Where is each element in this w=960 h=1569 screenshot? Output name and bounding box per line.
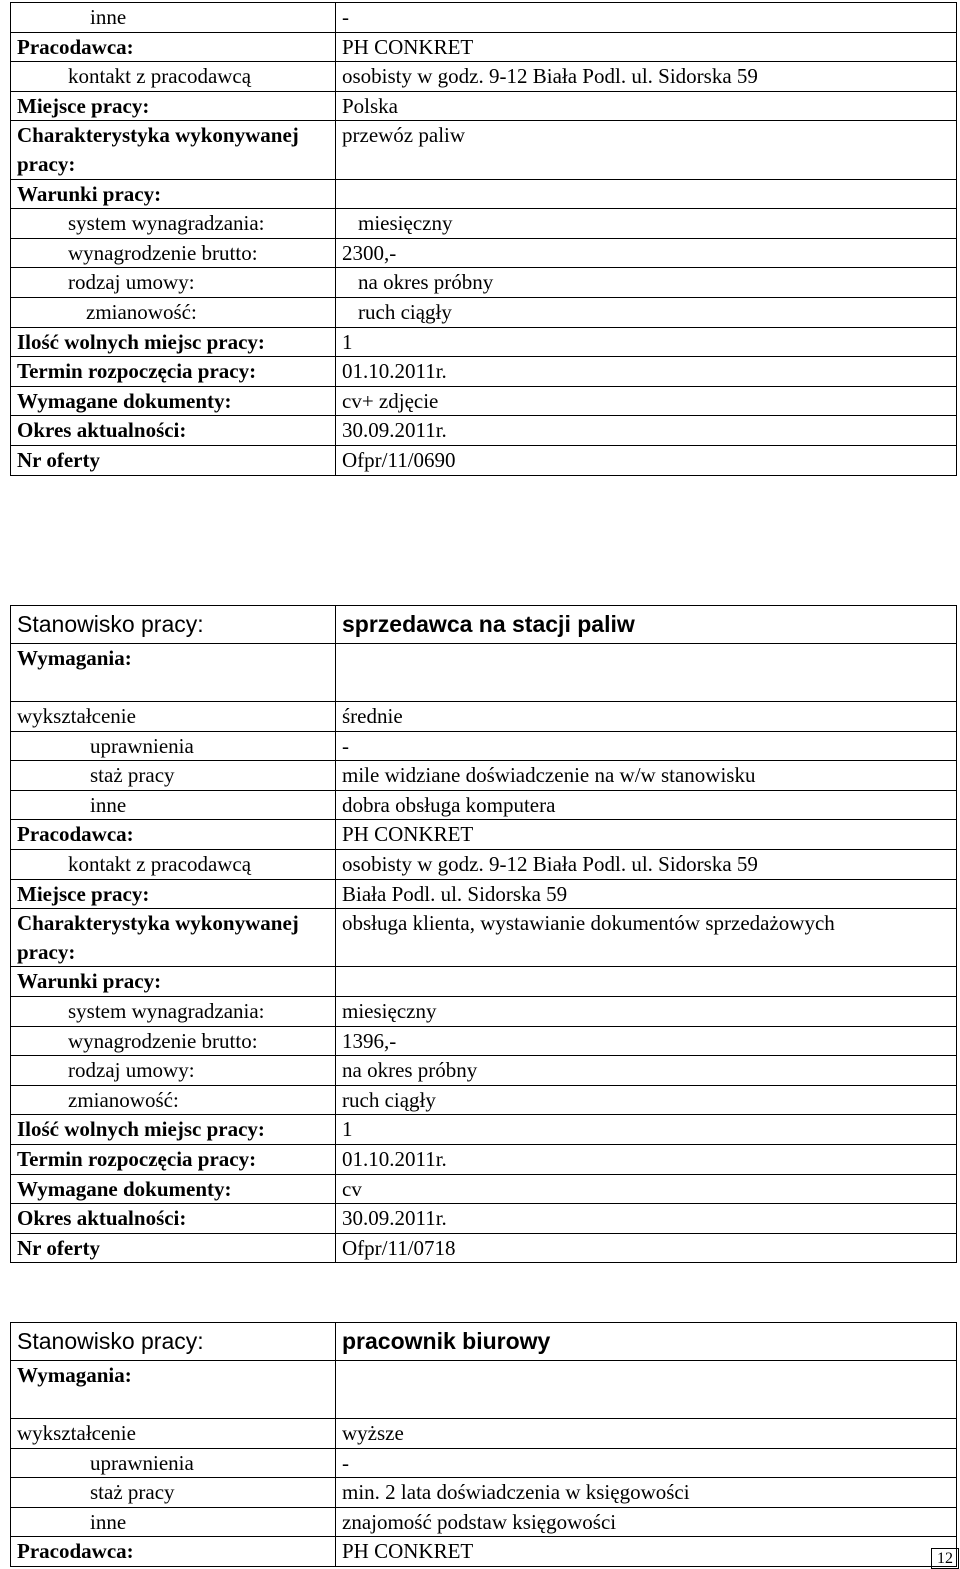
job-offer-pracownik-biurowy [10,1322,956,1567]
label-dokumenty: Wymagane dokumenty: [11,386,336,416]
label-termin: Termin rozpoczęcia pracy: [11,1144,336,1174]
row-uprawnienia [11,1448,957,1478]
label-inne: inne [11,790,336,820]
value-ilosc: 1 [336,1115,957,1145]
label-uprawnienia: uprawnienia [11,731,336,761]
value-warunki-empty [336,967,957,997]
value-staz: mile widziane doświadczenie na w/w stanowisku [336,761,957,791]
label-stanowisko: Stanowisko pracy: [11,1323,336,1361]
row-staz [11,761,957,791]
value-warunki-empty [336,179,957,209]
value-termin: 01.10.2011r. [336,1144,957,1174]
label-termin: Termin rozpoczęcia pracy: [11,357,336,387]
row-termin [11,357,957,387]
row-pracodawca [11,32,957,62]
label-miejsce: Miejsce pracy: [11,879,336,909]
row-okres [11,1204,957,1234]
row-warunki [11,179,957,209]
row-wynagrodzenie [11,238,957,268]
row-nr-oferty [11,445,957,475]
row-miejsce [11,879,957,909]
label-wynagrodzenie: wynagrodzenie brutto: [11,238,336,268]
label-wynagrodzenie: wynagrodzenie brutto: [11,1026,336,1056]
page-number: 12 [931,1548,959,1569]
row-charakterystyka [11,909,957,967]
row-dokumenty [11,1174,957,1204]
value-stanowisko: pracownik biurowy [336,1323,957,1361]
row-wymagania [11,1361,957,1419]
value-pracodawca: PH CONKRET [336,1537,957,1567]
row-stanowisko [11,1323,957,1361]
value-charakterystyka: obsługa klienta, wystawianie dokumentów sprzedażowych [336,909,957,967]
label-ilosc: Ilość wolnych miejsc pracy: [11,1115,336,1145]
value-nr-oferty: Ofpr/11/0690 [336,445,957,475]
label-system: system wynagradzania: [11,996,336,1026]
label-warunki: Warunki pracy: [11,967,336,997]
row-okres [11,416,957,446]
label-okres: Okres aktualności: [11,1204,336,1234]
value-wyksztalcenie: średnie [336,702,957,732]
value-umowa: na okres próbny [336,268,957,298]
label-umowa: rodzaj umowy: [11,1056,336,1086]
label-warunki: Warunki pracy: [11,179,336,209]
label-inne: inne [11,1507,336,1537]
row-zmianowosc [11,297,957,327]
value-termin: 01.10.2011r. [336,357,957,387]
row-dokumenty [11,386,957,416]
value-dokumenty: cv+ zdjęcie [336,386,957,416]
row-wyksztalcenie [11,1419,957,1449]
value-charakterystyka: przewóz paliw [336,121,957,179]
label-ilosc: Ilość wolnych miejsc pracy: [11,327,336,357]
row-inne [11,790,957,820]
label-zmianowosc: zmianowość: [11,1085,336,1115]
value-pracodawca: PH CONKRET [336,820,957,850]
row-charakterystyka [11,121,957,179]
value-wynagrodzenie: 2300,- [336,238,957,268]
row-nr-oferty [11,1233,957,1263]
value-okres: 30.09.2011r. [336,416,957,446]
label-wymagania: Wymagania: [11,644,336,702]
row-umowa [11,268,957,298]
row-miejsce [11,91,957,121]
value-wyksztalcenie: wyższe [336,1419,957,1449]
value-uprawnienia: - [336,1448,957,1478]
label-charakterystyka: Charakterystyka wykonywanej pracy: [11,121,336,179]
label-okres: Okres aktualności: [11,416,336,446]
value-staz: min. 2 lata doświadczenia w księgowości [336,1478,957,1508]
row-pracodawca [11,820,957,850]
label-system: system wynagradzania: [11,209,336,239]
label-nr-oferty: Nr oferty [11,1233,336,1263]
label-staz: staż pracy [11,1478,336,1508]
row-wymagania [11,644,957,702]
row-system [11,209,957,239]
label-dokumenty: Wymagane dokumenty: [11,1174,336,1204]
row-uprawnienia [11,731,957,761]
value-ilosc: 1 [336,327,957,357]
label-nr-oferty: Nr oferty [11,445,336,475]
value-nr-oferty: Ofpr/11/0718 [336,1233,957,1263]
label-stanowisko: Stanowisko pracy: [11,606,336,644]
label-pracodawca: Pracodawca: [11,32,336,62]
label-pracodawca: Pracodawca: [11,820,336,850]
row-inne [11,3,957,33]
row-system [11,996,957,1026]
label-charakterystyka: Charakterystyka wykonywanej pracy: [11,909,336,967]
value-inne: - [336,3,957,33]
value-system: miesięczny [336,996,957,1026]
row-wyksztalcenie [11,702,957,732]
label-uprawnienia: uprawnienia [11,1448,336,1478]
value-pracodawca: PH CONKRET [336,32,957,62]
row-stanowisko [11,606,957,644]
row-pracodawca [11,1537,957,1567]
value-stanowisko: sprzedawca na stacji paliw [336,606,957,644]
label-kontakt: kontakt z pracodawcą [11,62,336,92]
value-miejsce: Polska [336,91,957,121]
row-kontakt [11,849,957,879]
job-offer-ofpr-11-0690 [10,2,956,476]
value-umowa: na okres próbny [336,1056,957,1086]
value-okres: 30.09.2011r. [336,1204,957,1234]
value-zmianowosc: ruch ciągły [336,297,957,327]
offer-table [10,1322,957,1567]
row-staz [11,1478,957,1508]
value-zmianowosc: ruch ciągły [336,1085,957,1115]
value-wymagania-empty [336,1361,957,1419]
job-offer-ofpr-11-0718 [10,605,956,1263]
label-wyksztalcenie: wykształcenie [11,1419,336,1449]
offer-table [10,605,957,1263]
row-ilosc [11,1115,957,1145]
value-inne: znajomość podstaw księgowości [336,1507,957,1537]
row-kontakt [11,62,957,92]
offer-table [10,2,957,476]
row-umowa [11,1056,957,1086]
row-wynagrodzenie [11,1026,957,1056]
value-wymagania-empty [336,644,957,702]
value-system: miesięczny [336,209,957,239]
row-warunki [11,967,957,997]
label-wymagania: Wymagania: [11,1361,336,1419]
label-kontakt: kontakt z pracodawcą [11,849,336,879]
label-miejsce: Miejsce pracy: [11,91,336,121]
row-inne [11,1507,957,1537]
value-kontakt: osobisty w godz. 9-12 Biała Podl. ul. Sidorska 59 [336,849,957,879]
label-wyksztalcenie: wykształcenie [11,702,336,732]
value-uprawnienia: - [336,731,957,761]
label-zmianowosc: zmianowość: [11,297,336,327]
value-inne: dobra obsługa komputera [336,790,957,820]
value-wynagrodzenie: 1396,- [336,1026,957,1056]
label-staz: staż pracy [11,761,336,791]
value-kontakt: osobisty w godz. 9-12 Biała Podl. ul. Sidorska 59 [336,62,957,92]
row-termin [11,1144,957,1174]
value-miejsce: Biała Podl. ul. Sidorska 59 [336,879,957,909]
value-dokumenty: cv [336,1174,957,1204]
label-inne: inne [11,3,336,33]
label-pracodawca: Pracodawca: [11,1537,336,1567]
row-ilosc [11,327,957,357]
label-umowa: rodzaj umowy: [11,268,336,298]
row-zmianowosc [11,1085,957,1115]
